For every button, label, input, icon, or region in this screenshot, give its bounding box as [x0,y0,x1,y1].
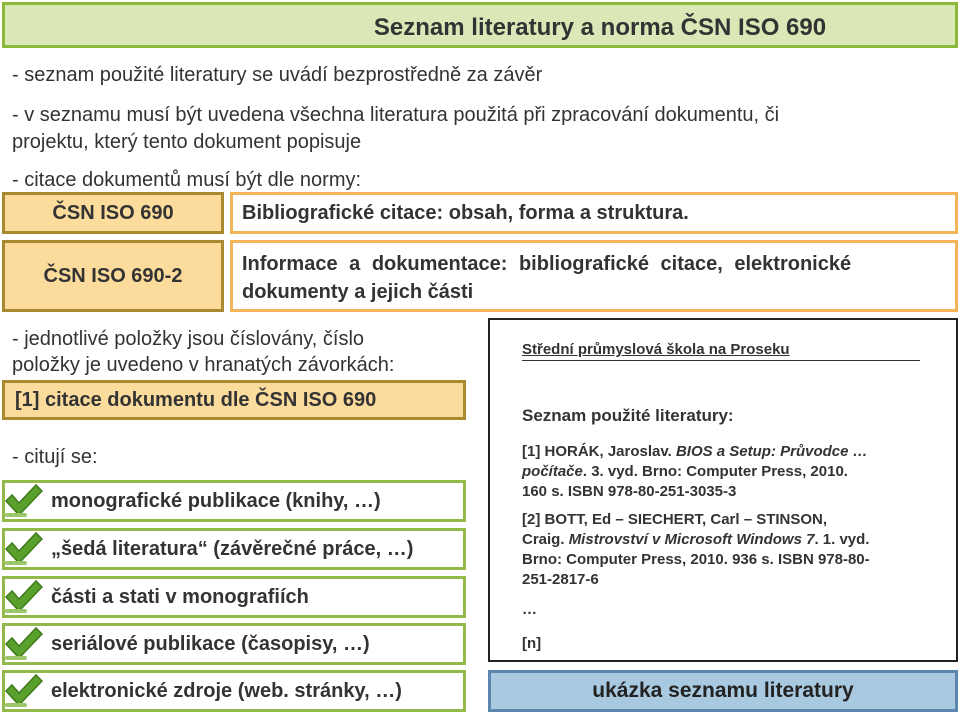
bullet-completeness-line2: projektu, který tento dokument popisuje [12,131,362,153]
bullet-norm: - citace dokumentů musí být dle normy: [12,169,362,191]
bullet-placement: - seznam použité literatury se uvádí bezprostředně za závěr [12,64,543,86]
show-sample-bibliography-button[interactable]: ukázka seznamu literatury [488,670,958,712]
numbering-line1: - jednotlivé položky jsou číslovány, číslo [12,328,365,350]
ref2-isbn-end: 251-2817-6 [522,571,599,588]
norm-code-690-2: ČSN ISO 690-2 [2,240,224,312]
ref2-edition: . 1. vyd. [814,531,870,548]
cited-type-electronic: elektronické zdroje (web. stránky, …) [2,670,466,712]
sample-school-name: Střední průmyslová škola na Proseku [522,340,920,361]
cited-heading: - citují se: [12,446,98,468]
page-title: Seznam literatury a norma ČSN ISO 690 [373,14,827,41]
ref1-title-part1: BIOS a Setup: Průvodce … [675,443,868,460]
sample-reference-2 [522,510,942,590]
numbering-example: [1] citace dokumentu dle ČSN ISO 690 [2,380,466,420]
sample-reference-1 [522,442,932,502]
cited-type-serials: seriálové publikace (časopisy, …) [2,623,466,665]
ref2-publisher: Brno: Computer Press, 2010. 936 s. ISBN 978-80- [522,551,870,568]
sample-ellipsis: … [522,601,537,618]
cited-type-grey-literature: „šedá literatura“ (závěrečné práce, …) [2,528,466,570]
checkmark-icon [3,626,43,662]
ref2-authors: [2] BOTT, Ed – SIECHERT, Carl – STINSON, [522,511,828,528]
numbering-line2: položky je uvedeno v hranatých závorkách: [12,354,395,376]
norm-description-690-2-line2: dokumenty a jejich části [242,281,474,303]
ref1-title-part2: počítače [522,463,583,480]
checkmark-icon [3,483,43,519]
sample-heading: Seznam použité literatury: [522,406,734,425]
cited-type-monographs: monografické publikace (knihy, …) [2,480,466,522]
bullet-completeness-line1: - v seznamu musí být uvedena všechna literatura použitá při zpracování dokumentu, či [12,104,780,126]
norm-description-690: Bibliografické citace: obsah, forma a struktura. [230,192,958,234]
checkmark-icon [3,673,43,709]
sample-last-item: [n] [522,635,542,652]
ref1-prefix: [1] HORÁK, Jaroslav. [522,443,676,460]
norm-description-690-2 [230,240,958,312]
cited-type-chapters: části a stati v monografiích [2,576,466,618]
ref1-edition: . 3. vyd. Brno: Computer Press, 2010. [582,463,848,480]
norm-code-690: ČSN ISO 690 [2,192,224,234]
sample-bibliography-panel [488,318,958,662]
checkmark-icon [3,531,43,567]
ref2-title: Mistrovství v Microsoft Windows 7 [568,531,815,548]
ref2-prefix: Craig. [522,531,569,548]
norm-description-690-2-line1: Informace a dokumentace: bibliografické citace, elektronické [242,253,852,275]
checkmark-icon [3,579,43,615]
ref1-pages-isbn: 160 s. ISBN 978-80-251-3035-3 [522,483,737,500]
title-banner [2,2,958,48]
